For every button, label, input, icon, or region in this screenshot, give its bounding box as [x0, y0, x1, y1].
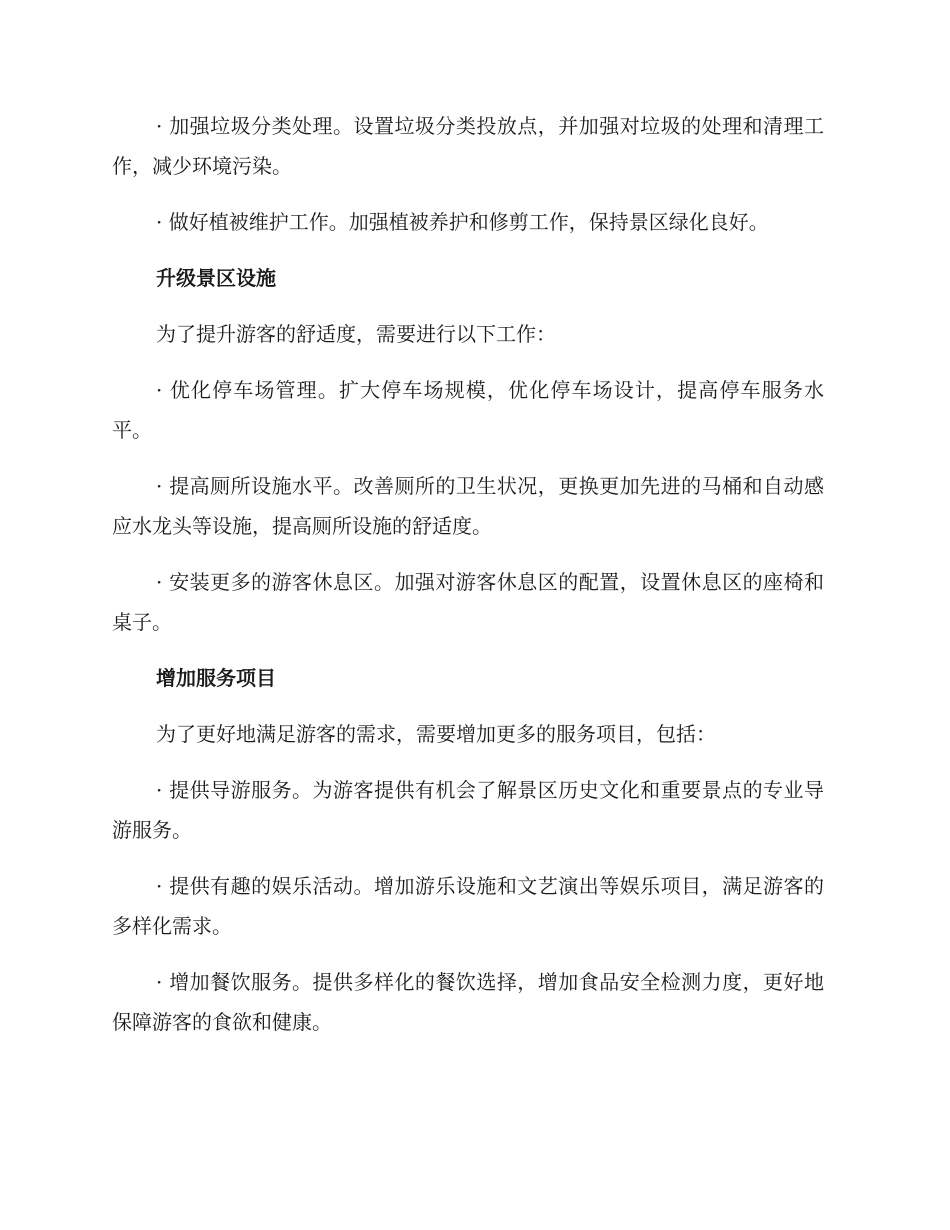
bullet-vegetation-maintenance: · 做好植被维护工作。加强植被养护和修剪工作，保持景区绿化良好。 [156, 210, 769, 234]
document-page [112, 106, 824, 1058]
section-heading-upgrade-facilities: 升级景区设施 [156, 266, 276, 290]
bullet-parking-management: · 优化停车场管理。扩大停车场规模，优化停车场设计，提高停车服务水平。 [112, 378, 824, 442]
bullet-entertainment: · 提供有趣的娱乐活动。增加游乐设施和文艺演出等娱乐项目，满足游客的多样化需求。 [112, 874, 824, 938]
bullet-rest-areas: · 安装更多的游客休息区。加强对游客休息区的配置，设置休息区的座椅和桌子。 [112, 570, 824, 634]
bullet-guide-service: · 提供导游服务。为游客提供有机会了解景区历史文化和重要景点的专业导游服务。 [112, 778, 824, 842]
section-heading-add-services: 增加服务项目 [156, 666, 276, 690]
intro-paragraph-facilities: 为了提升游客的舒适度，需要进行以下工作： [156, 322, 556, 346]
bullet-catering: · 增加餐饮服务。提供多样化的餐饮选择，增加食品安全检测力度，更好地保障游客的食欲和健康。 [112, 970, 824, 1034]
bullet-restroom-facilities: · 提高厕所设施水平。改善厕所的卫生状况，更换更加先进的马桶和自动感应水龙头等设施，提高厕所设施的舒适度。 [112, 474, 824, 538]
intro-paragraph-services: 为了更好地满足游客的需求，需要增加更多的服务项目，包括： [156, 722, 716, 746]
bullet-waste-sorting: · 加强垃圾分类处理。设置垃圾分类投放点，并加强对垃圾的处理和清理工作，减少环境污染。 [112, 114, 824, 178]
